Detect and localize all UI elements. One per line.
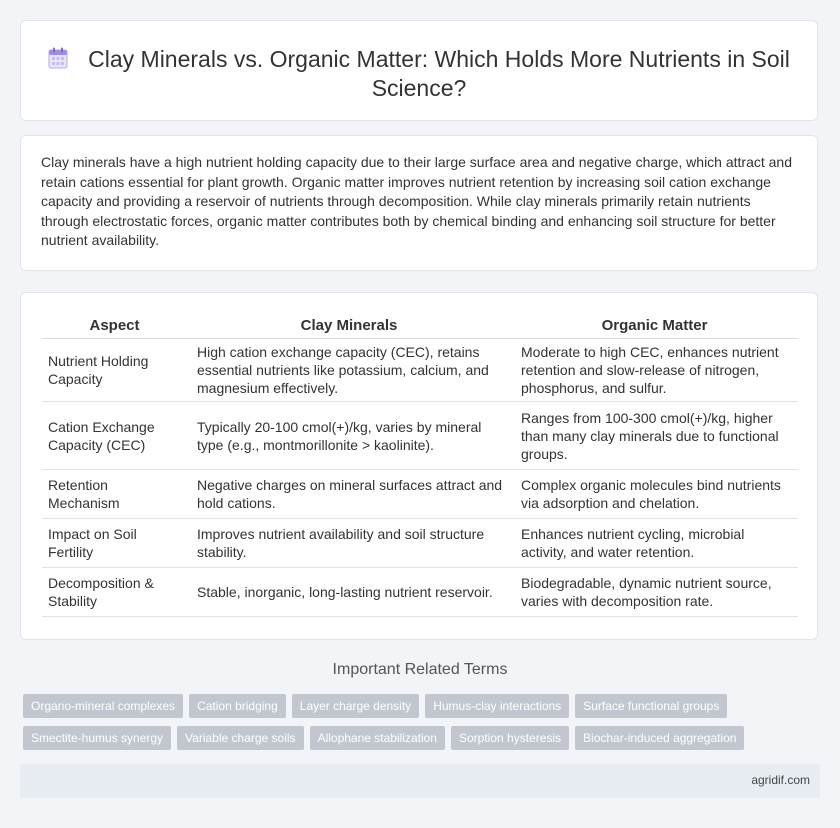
footer-site-link[interactable]: agridif.com — [751, 773, 810, 787]
table-row — [42, 470, 798, 519]
row-clay: High cation exchange capacity (CEC), retains essential nutrients like potassium, calcium, and magnesium effectively. — [187, 339, 511, 402]
page-title-wrap — [21, 45, 817, 103]
title-card — [20, 20, 818, 121]
tag-biochar-induced-aggregation[interactable]: Biochar-induced aggregation — [575, 726, 744, 750]
row-organic: Complex organic molecules bind nutrients via adsorption and chelation. — [511, 470, 798, 519]
row-organic: Enhances nutrient cycling, microbial activity, and water retention. — [511, 519, 798, 568]
tag-humus-clay-interactions[interactable]: Humus-clay interactions — [425, 694, 569, 718]
table-row — [42, 519, 798, 568]
table-row — [42, 339, 798, 402]
tag-variable-charge-soils[interactable]: Variable charge soils — [177, 726, 304, 750]
related-terms — [23, 694, 823, 758]
row-aspect: Cation Exchange Capacity (CEC) — [42, 402, 187, 470]
page-title: Clay Minerals vs. Organic Matter: Which Holds More Nutrients in Soil Science? — [88, 46, 790, 101]
row-aspect: Impact on Soil Fertility — [42, 519, 187, 568]
row-organic: Moderate to high CEC, enhances nutrient retention and slow-release of nitrogen, phosphorus, and sulfur. — [511, 339, 798, 402]
tag-cation-bridging[interactable]: Cation bridging — [189, 694, 286, 718]
row-organic: Ranges from 100-300 cmol(+)/kg, higher than many clay minerals due to functional groups. — [511, 402, 798, 470]
comparison-card — [20, 292, 818, 640]
row-organic: Biodegradable, dynamic nutrient source, varies with decomposition rate. — [511, 568, 798, 617]
table-row — [42, 568, 798, 617]
tag-layer-charge-density[interactable]: Layer charge density — [292, 694, 419, 718]
tag-smectite-humus-synergy[interactable]: Smectite-humus synergy — [23, 726, 171, 750]
row-clay: Typically 20-100 cmol(+)/kg, varies by mineral type (e.g., montmorillonite > kaolinite). — [187, 402, 511, 470]
intro-card — [20, 135, 818, 271]
tag-sorption-hysteresis[interactable]: Sorption hysteresis — [451, 726, 569, 750]
header-aspect: Aspect — [42, 313, 187, 339]
row-clay: Stable, inorganic, long-lasting nutrient reservoir. — [187, 568, 511, 617]
footer — [20, 764, 820, 798]
row-clay: Improves nutrient availability and soil structure stability. — [187, 519, 511, 568]
table-row — [42, 402, 798, 470]
tag-organo-mineral-complexes[interactable]: Organo-mineral complexes — [23, 694, 183, 718]
tag-row-1 — [23, 694, 823, 718]
header-clay-minerals: Clay Minerals — [187, 313, 511, 339]
tag-allophane-stabilization[interactable]: Allophane stabilization — [310, 726, 445, 750]
row-clay: Negative charges on mineral surfaces attract and hold cations. — [187, 470, 511, 519]
row-aspect: Retention Mechanism — [42, 470, 187, 519]
table-header-row — [42, 313, 798, 339]
tag-surface-functional-groups[interactable]: Surface functional groups — [575, 694, 727, 718]
tag-row-2 — [23, 726, 823, 750]
header-organic-matter: Organic Matter — [511, 313, 798, 339]
related-terms-title: Important Related Terms — [332, 661, 508, 678]
comparison-table — [42, 313, 798, 617]
calendar-icon — [48, 47, 68, 69]
intro-paragraph: Clay minerals have a high nutrient holding capacity due to their large surface area and negative charge, which attract and retain cations essential for plant growth. Organic matter improves nutrient retention by increasing soil cation exchange capacity and providing a reservoir of nutrients through decomposition. While clay minerals primarily retain nutrients through electrostatic forces, organic matter contributes both by chemical binding and enhancing soil structure for better nutrient availability. — [41, 154, 793, 248]
row-aspect: Decomposition & Stability — [42, 568, 187, 617]
row-aspect: Nutrient Holding Capacity — [42, 339, 187, 402]
